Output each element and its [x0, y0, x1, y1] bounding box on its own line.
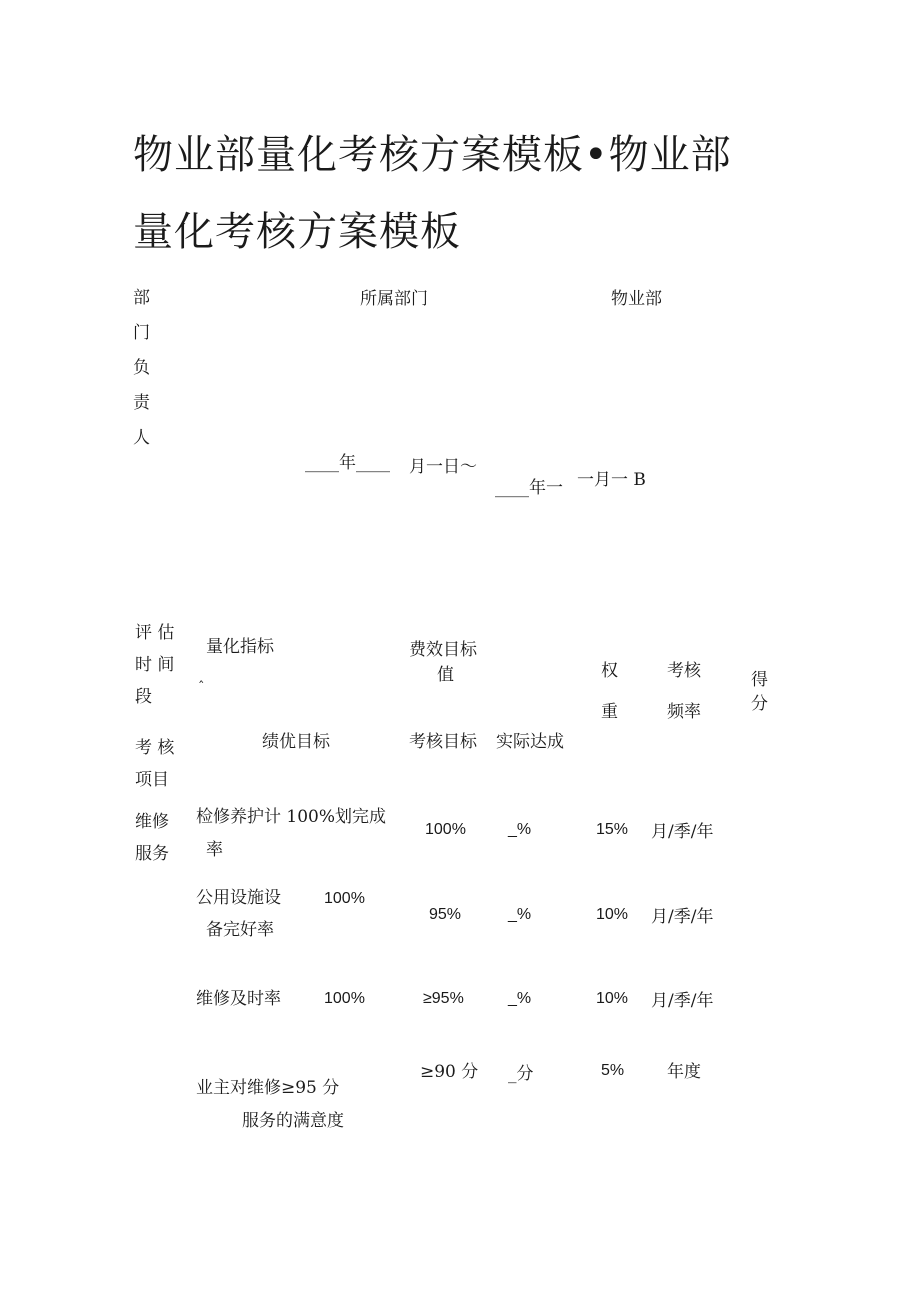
row-frequency: 月/季/年: [651, 991, 714, 1011]
row-weight: 15%: [596, 821, 629, 838]
row-weight: 10%: [596, 990, 629, 1007]
weight-header-line: 重: [601, 702, 618, 722]
frequency-header: [667, 651, 701, 733]
eval-period-header: [135, 617, 174, 713]
row-indicator: 检修养护计 100%划完成: [196, 807, 387, 827]
row-indicator-cont: 备完好率: [206, 920, 274, 940]
dept-head-char: 门: [133, 323, 150, 343]
dept-head-char: 部: [133, 288, 150, 308]
row-target: ≥90 分: [420, 1062, 479, 1082]
dept-head-char: 人: [133, 428, 150, 448]
row-target: ≥95%: [423, 990, 464, 1007]
dept-head-char: 负: [133, 358, 150, 378]
row-target: 95%: [429, 906, 462, 923]
row-category: [135, 806, 169, 870]
row-indicator: 业主对维修≥95 分: [196, 1078, 340, 1098]
row-weight: 10%: [596, 906, 629, 923]
document-title-line2: 量化考核方案模板: [133, 209, 461, 255]
row-category-line: 服务: [135, 844, 169, 864]
row-excellence: 100%: [324, 890, 365, 907]
assess-target-header: 考核目标: [409, 732, 477, 752]
row-frequency: 月/季/年: [651, 907, 714, 927]
item-header: [135, 732, 174, 796]
score-header: [751, 668, 768, 716]
frequency-header-line: 考核: [667, 661, 701, 681]
actual-header: 实际达成: [496, 732, 564, 752]
period-start-year: ____年____: [305, 453, 390, 473]
caret-mark: ˆ: [198, 680, 205, 695]
row-frequency: 月/季/年: [651, 822, 714, 842]
frequency-header-line: 频率: [667, 702, 701, 722]
item-header-line: 项目: [135, 770, 169, 790]
score-header-line: 得: [751, 670, 768, 690]
row-indicator-cont: 服务的满意度: [242, 1111, 344, 1131]
row-weight: 5%: [601, 1062, 625, 1079]
row-actual: _%: [508, 990, 532, 1007]
row-target: 100%: [425, 821, 466, 838]
row-excellence: 100%: [324, 990, 365, 1007]
weight-header-line: 权: [601, 661, 618, 681]
dept-label: 所属部门: [360, 289, 428, 309]
item-header-line: 考 核: [135, 738, 175, 758]
weight-header: [601, 651, 618, 733]
period-start-day: 月一日～: [409, 457, 477, 477]
score-header-line: 分: [751, 694, 768, 714]
row-indicator: 公用设施设: [196, 888, 281, 908]
period-end-day: 一月一 B: [577, 470, 646, 490]
row-actual: _%: [508, 821, 532, 838]
dept-head-label: [133, 281, 155, 456]
row-actual: _%: [508, 906, 532, 923]
perf-target-header: 费效目标: [409, 640, 477, 660]
perf-target-value-header: 值: [437, 665, 454, 685]
row-frequency: 年度: [667, 1062, 701, 1082]
eval-period-line: 段: [135, 687, 152, 707]
row-category-line: 维修: [135, 812, 169, 832]
excellence-target-header: 绩优目标: [262, 732, 330, 752]
document-title-line1: 物业部量化考核方案模板•物业部: [133, 132, 732, 178]
row-actual: _分: [508, 1064, 534, 1084]
period-end-year: ____年一: [495, 478, 563, 498]
row-indicator-cont: 率: [206, 840, 223, 860]
dept-value: 物业部: [611, 289, 662, 309]
eval-period-line: 时 间: [135, 655, 175, 675]
quant-indicator-header: 量化指标: [206, 637, 274, 657]
dept-head-char: 责: [133, 393, 150, 413]
row-indicator: 维修及时率: [196, 989, 281, 1009]
eval-period-line: 评 估: [135, 623, 175, 643]
